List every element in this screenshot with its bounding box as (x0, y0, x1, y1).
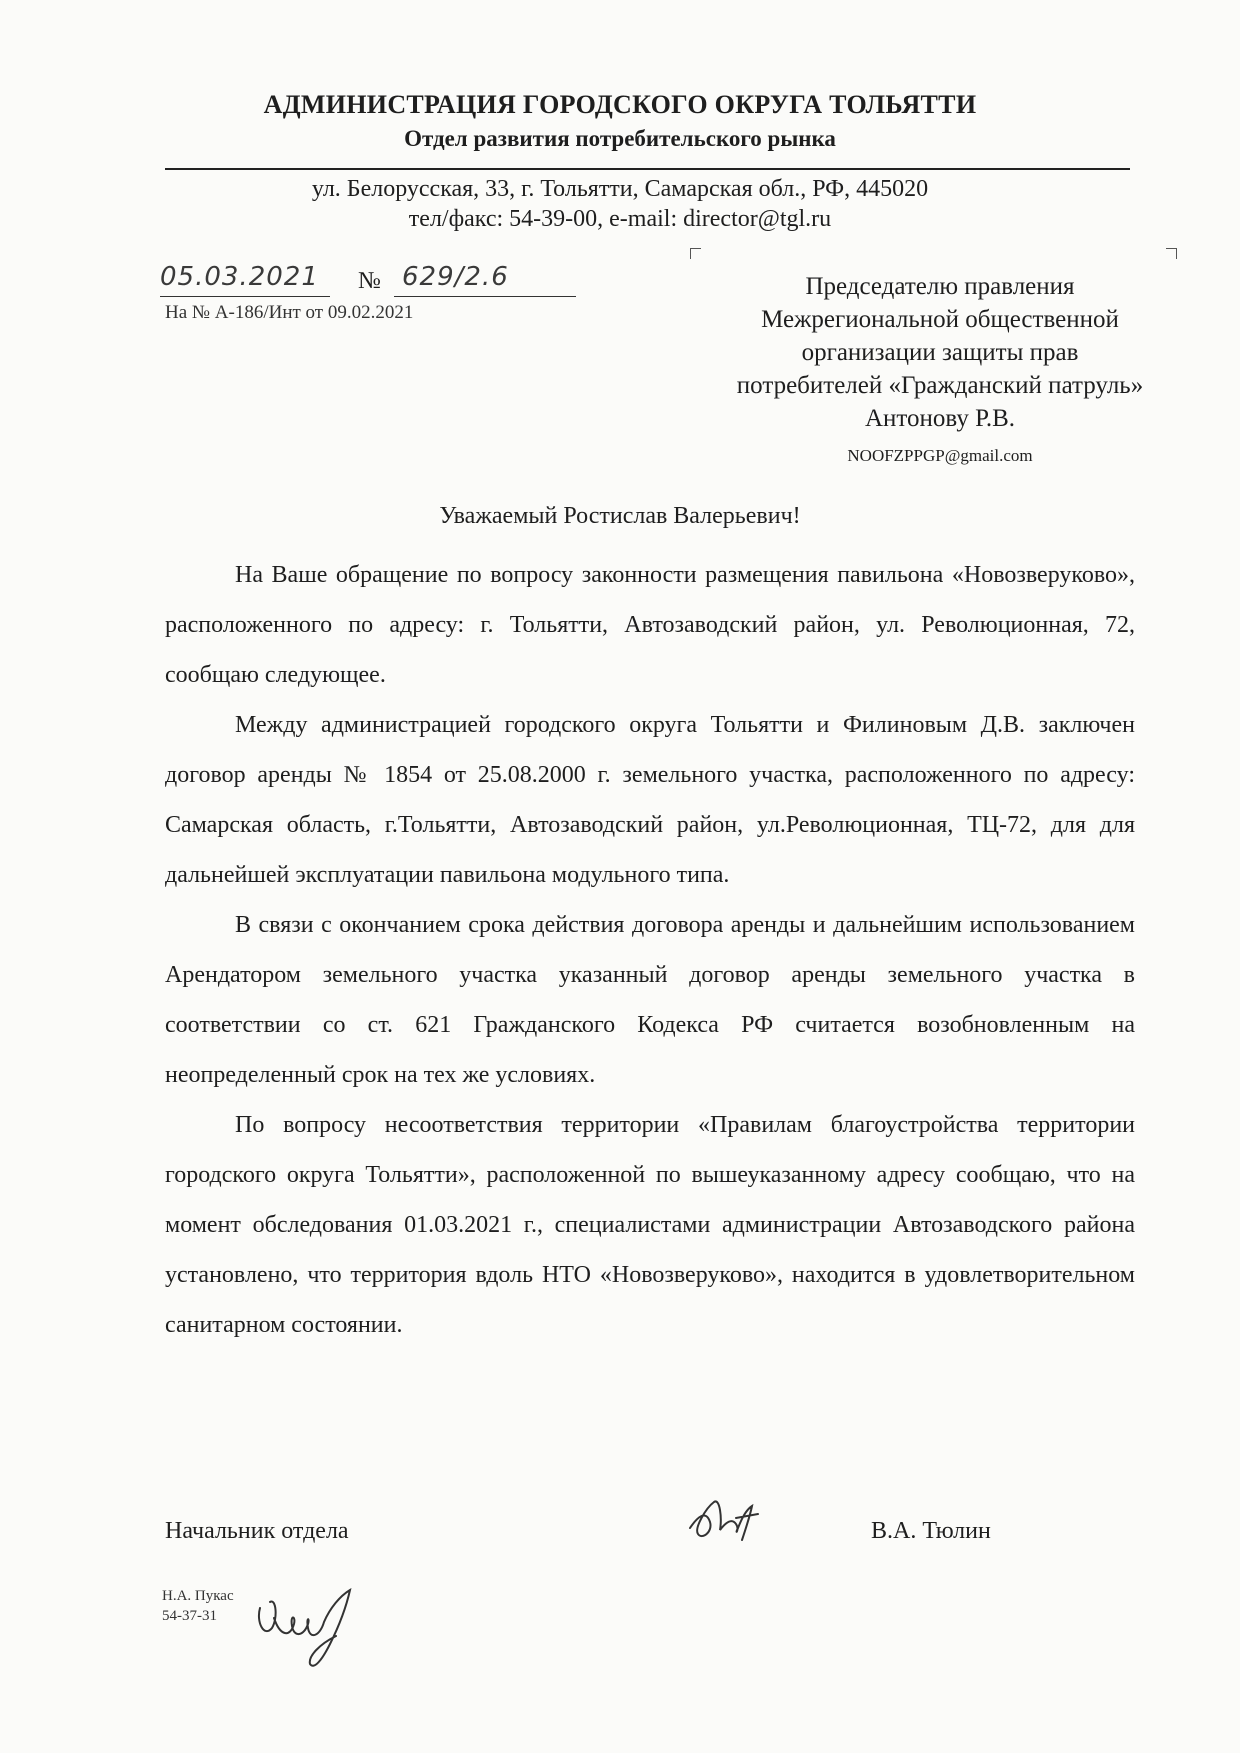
organization-title: АДМИНИСТРАЦИЯ ГОРОДСКОГО ОКРУГА ТОЛЬЯТТИ (263, 90, 977, 119)
addressee-line: организации защиты прав (801, 339, 1079, 366)
executor-block (162, 1586, 234, 1626)
date-field (160, 262, 330, 297)
executor-signature (250, 1578, 370, 1678)
corner-mark-left (690, 248, 701, 259)
executor-name: Н.А. Пукас (162, 1588, 234, 1604)
header-divider (165, 168, 1130, 170)
department-title: Отдел развития потребительского рынка (404, 126, 836, 151)
number-field (394, 262, 576, 297)
greeting: Уважаемый Ростислав Валерьевич! (439, 503, 801, 529)
number-sign: № (358, 268, 381, 294)
addressee-line: потребителей «Гражданский патруль» (736, 372, 1144, 399)
reference-line: На № А-186/Инт от 09.02.2021 (165, 302, 414, 323)
addressee-block (680, 270, 1200, 435)
header-address-block (0, 174, 1240, 234)
signatory-role: Начальник отдела (165, 1518, 349, 1544)
corner-mark-right (1166, 248, 1177, 259)
body-paragraph: Между администрацией городского округа Тольятти и Филиновым Д.В. заключен договор аренды № 1854 от 25.08.2000 г. земельного участка, расположенного по адресу: Самарская область, г.Тольятти, Автозаводский район, ул.Революционная, ТЦ-72, для для дальнейшей эксплуатации павильона модульного типа. (165, 712, 1135, 888)
header-contacts: тел/факс: 54-39-00, e-mail: director@tgl.ru (408, 206, 832, 232)
registration-number: 629/2.6 (402, 262, 509, 292)
letter-body (165, 550, 1135, 1350)
body-paragraph: По вопросу несоответствия территории «Правилам благоустройства территории городского округа Тольятти», расположенной по вышеуказанному адресу сообщаю, что на момент обследования 01.03.2021 г., специалистами администрации Автозаводского района установлено, что территория вдоль НТО «Новозверуково», находится в удовлетворительном санитарном состоянии. (165, 1112, 1135, 1338)
body-paragraph: В связи с окончанием срока действия договора аренды и дальнейшим использованием Арендатором земельного участка указанный договор аренды земельного участка в соответствии со ст. 621 Гражданского Кодекса РФ считается возобновленным на неопределенный срок на тех же условиях. (165, 912, 1135, 1088)
executor-phone: 54-37-31 (162, 1608, 217, 1624)
addressee-line: Антонову Р.В. (864, 405, 1016, 432)
registration-date: 05.03.2021 (160, 262, 319, 292)
addressee-line: Председателю правления (805, 273, 1075, 300)
addressee-line: Межрегиональной общественной (761, 306, 1119, 333)
header-address: ул. Белорусская, 33, г. Тольятти, Самарская обл., РФ, 445020 (311, 176, 929, 202)
handwritten-signature (680, 1488, 770, 1558)
body-paragraph: На Ваше обращение по вопросу законности размещения павильона «Новозверуково», расположенного по адресу: г. Тольятти, Автозаводский район, ул. Революционная, 72, сообщаю следующее. (165, 562, 1135, 688)
addressee-email: NOOFZPPGP@gmail.com (847, 446, 1033, 465)
signatory-name: В.А. Тюлин (871, 1518, 991, 1544)
